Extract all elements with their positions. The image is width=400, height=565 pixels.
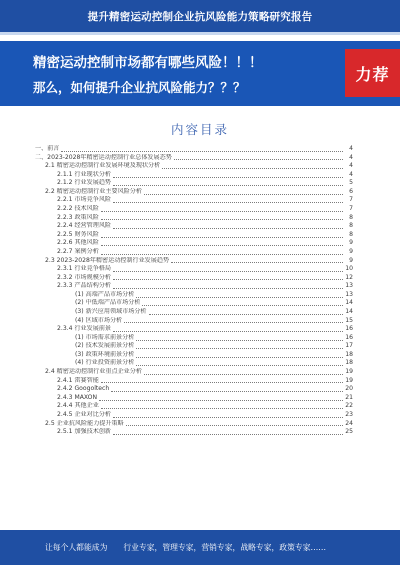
toc-entry-label: (4) 行业投资前景分析	[75, 359, 135, 367]
toc-entry-label: 2.3 2023-2028年精密运动控制行业发展趋势	[45, 256, 170, 264]
toc-entry[interactable]	[35, 385, 353, 394]
toc-leader-dots	[126, 425, 343, 426]
toc-entry[interactable]	[35, 231, 353, 240]
toc-entry-page: 4	[349, 170, 353, 178]
banner-subquestion: 那么，如何提升企业抗风险能力？？？	[33, 80, 246, 95]
toc-entry[interactable]	[35, 334, 353, 343]
toc-leader-dots	[61, 151, 343, 152]
toc-entry-label: 2.3.2 市场规模分析	[57, 273, 112, 281]
toc-entry-label: 2.2.5 财务风险	[57, 230, 99, 238]
toc-leader-dots	[113, 331, 343, 332]
toc-leader-dots	[113, 202, 343, 203]
toc-leader-dots	[113, 434, 343, 435]
toc-entry-page: 7	[349, 205, 353, 213]
toc-leader-dots	[113, 288, 343, 289]
toc-entry[interactable]	[35, 145, 353, 154]
toc-entry-label: (1) 高端产品市场分析	[75, 290, 135, 298]
toc-entry[interactable]	[35, 342, 353, 351]
toc-entry-page: 8	[349, 213, 353, 221]
toc-entry[interactable]	[35, 317, 353, 326]
toc-leader-dots	[111, 391, 343, 392]
banner-question: 精密运动控制市场都有哪些风险！！！	[33, 55, 263, 71]
toc-entry-label: 2.4.5 企业对比分析	[57, 410, 112, 418]
toc-entry-page: 22	[345, 402, 353, 410]
toc-entry[interactable]	[35, 248, 353, 257]
toc-leader-dots	[136, 297, 343, 298]
toc-leader-dots	[101, 245, 343, 246]
toc-entry-label: (4) 区域市场分析	[75, 316, 123, 324]
toc-entry-label: 2.2.7 案例分析	[57, 247, 99, 255]
toc-leader-dots	[144, 374, 343, 375]
toc-entry-page: 19	[345, 368, 353, 376]
header-divider	[0, 32, 400, 35]
toc-entry[interactable]	[35, 265, 353, 274]
toc-entry-page: 23	[345, 410, 353, 418]
toc-entry-page: 16	[345, 333, 353, 341]
report-header-title: 提升精密运动控制企业抗风险能力策略研究报告	[87, 10, 313, 23]
toc-leader-dots	[101, 254, 343, 255]
toc-entry[interactable]	[35, 351, 353, 360]
toc-entry[interactable]	[35, 368, 353, 377]
toc-entry-label: 2.1.1 行业现状分析	[57, 170, 112, 178]
toc-entry-label: 2.5.1 加强技术创新	[57, 428, 112, 436]
toc-entry-label: 2.1 精密运动控制行业发展环境及现状分析	[45, 162, 161, 170]
toc-entry-page: 20	[345, 385, 353, 393]
toc-entry-label: 2.4.3 MAXON	[57, 393, 98, 401]
toc-entry[interactable]	[35, 402, 353, 411]
toc-entry-page: 14	[345, 307, 353, 315]
toc-entry-page: 7	[349, 196, 353, 204]
toc-entry-page: 14	[345, 299, 353, 307]
toc-entry[interactable]	[35, 394, 353, 403]
toc-leader-dots	[136, 348, 343, 349]
toc-entry[interactable]	[35, 274, 353, 283]
toc-entry-label: (3) 政策环境前景分析	[75, 350, 135, 358]
toc-entry-label: 2.3.3 产品结构分析	[57, 282, 112, 290]
toc-entry-page: 5	[349, 179, 353, 187]
toc-entry-label: (2) 中低端产品市场分析	[75, 299, 141, 307]
brand-badge	[345, 49, 400, 97]
toc-entry[interactable]	[35, 291, 353, 300]
toc-entry-page: 8	[349, 230, 353, 238]
toc-entry-page: 8	[349, 222, 353, 230]
toc-leader-dots	[162, 168, 343, 169]
toc-entry[interactable]	[35, 171, 353, 180]
toc-entry-page: 9	[349, 256, 353, 264]
toc-entry-page: 15	[345, 316, 353, 324]
toc-leader-dots	[113, 185, 343, 186]
toc-entry-page: 4	[349, 145, 353, 152]
headline-banner	[0, 41, 400, 106]
toc-entry-label: (2) 技术发展前景分析	[75, 342, 135, 350]
toc-entry[interactable]	[35, 325, 353, 334]
toc-leader-dots	[113, 279, 343, 280]
toc-entry[interactable]	[35, 196, 353, 205]
toc-entry-page: 9	[349, 239, 353, 247]
toc-leader-dots	[124, 322, 343, 323]
toc-entry[interactable]	[35, 428, 353, 437]
toc-entry-page: 13	[345, 282, 353, 290]
toc-entry-label: 一、前言	[35, 145, 60, 152]
toc-entry-label: 2.4.4 其他企业	[57, 402, 99, 410]
footer-slogan: 让每个人都能成为	[45, 543, 108, 552]
toc-entry-page: 19	[345, 376, 353, 384]
toc-entry[interactable]	[35, 420, 353, 429]
toc-entry-page: 12	[345, 273, 353, 281]
toc-entry-label: (1) 市场需求前景分析	[75, 333, 135, 341]
report-header-bar	[0, 0, 400, 32]
toc-leader-dots	[101, 219, 343, 220]
toc-entry[interactable]	[35, 411, 353, 420]
toc-entry-label: 2.2.2 技术风险	[57, 205, 99, 213]
toc-entry[interactable]	[35, 308, 353, 317]
toc-entry-page: 25	[345, 428, 353, 436]
toc-entry[interactable]	[35, 299, 353, 308]
toc-entry-label: 2.4 精密运动控制行业重点企业分析	[45, 368, 142, 376]
toc-entry[interactable]	[35, 239, 353, 248]
toc-entry-label: (3) 新兴应用领域市场分析	[75, 307, 147, 315]
toc-entry-label: 2.2 精密运动控制行业主要风险分析	[45, 187, 142, 195]
toc-entry-label: 2.2.6 其他风险	[57, 239, 99, 247]
toc-leader-dots	[144, 194, 343, 195]
toc-entry-label: 2.2.1 市场竞争风险	[57, 196, 112, 204]
toc-leader-dots	[136, 365, 343, 366]
toc-leader-dots	[101, 237, 343, 238]
toc-entry[interactable]	[35, 214, 353, 223]
toc-leader-dots	[136, 357, 343, 358]
toc-entry[interactable]	[35, 282, 353, 291]
toc-leader-dots	[142, 305, 343, 306]
toc-entry[interactable]	[35, 154, 353, 163]
toc-leader-dots	[101, 382, 343, 383]
toc-entry-label: 2.2.4 经营管理风险	[57, 222, 112, 230]
toc-entry[interactable]	[35, 162, 353, 171]
toc-entry[interactable]	[35, 179, 353, 188]
toc-leader-dots	[171, 262, 343, 263]
toc-leader-dots	[113, 177, 343, 178]
toc-entry-page: 6	[349, 187, 353, 195]
toc-leader-dots	[101, 211, 343, 212]
toc-entry-page: 16	[345, 325, 353, 333]
toc-entry[interactable]	[35, 205, 353, 214]
toc-entry-page: 18	[345, 359, 353, 367]
toc-entry-label: 2.2.3 政策风险	[57, 213, 99, 221]
toc-entry-page: 17	[345, 342, 353, 350]
toc-entry[interactable]	[35, 257, 353, 266]
toc-leader-dots	[113, 417, 343, 418]
toc-leader-dots	[113, 228, 343, 229]
toc-leader-dots	[149, 314, 343, 315]
toc-leader-dots	[101, 408, 343, 409]
toc-heading: 内容目录	[170, 122, 229, 137]
toc-entry[interactable]	[35, 222, 353, 231]
footer-bar	[0, 530, 400, 565]
table-of-contents	[35, 145, 353, 437]
toc-entry[interactable]	[35, 359, 353, 368]
toc-entry-page: 10	[345, 265, 353, 273]
toc-entry-label: 2.4.1 雷赛智能	[57, 376, 99, 384]
toc-entry-label: 2.5 企业抗风险能力提升策略	[45, 419, 124, 427]
brand-badge-text: 力荐	[355, 64, 390, 84]
toc-entry-label: 2.1.2 行业发展趋势	[57, 179, 112, 187]
toc-entry-page: 9	[349, 247, 353, 255]
toc-entry-page: 21	[345, 393, 353, 401]
toc-entry-label: 二、2023-2028年精密运动控制行业总体发展态势	[35, 153, 172, 161]
toc-entry-page: 4	[349, 153, 353, 161]
toc-entry-label: 2.3.4 行业发展前景	[57, 325, 112, 333]
toc-leader-dots	[99, 400, 343, 401]
toc-leader-dots	[113, 271, 343, 272]
toc-entry[interactable]	[35, 188, 353, 197]
toc-entry[interactable]	[35, 377, 353, 386]
toc-entry-page: 18	[345, 350, 353, 358]
toc-entry-label: 2.3.1 行业竞争格局	[57, 265, 112, 273]
toc-entry-page: 4	[349, 162, 353, 170]
toc-leader-dots	[136, 340, 343, 341]
footer-roles: 行业专家，管理专家，营销专家，战略专家，政策专家……	[123, 543, 327, 552]
toc-leader-dots	[174, 159, 343, 160]
toc-entry-page: 24	[345, 419, 353, 427]
toc-entry-page: 13	[345, 290, 353, 298]
toc-entry-label: 2.4.2 Googoltech	[57, 385, 110, 393]
